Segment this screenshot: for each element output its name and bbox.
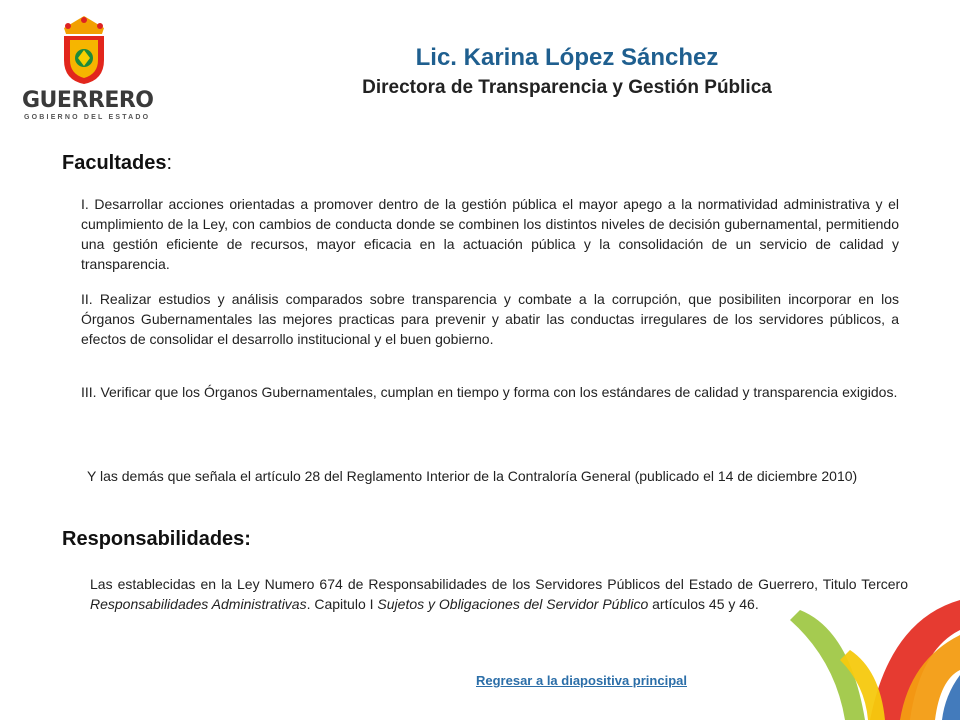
resp-text-1: Las establecidas en la Ley Numero 674 de Responsabilidades de los Servidores Públicos del Estado de Guerrero, Titulo Tercero <box>90 576 908 592</box>
page-subtitle: Directora de Transparencia y Gestión Pública <box>362 77 772 98</box>
decorative-swoosh-icon <box>760 590 960 720</box>
facultad-item-2: II. Realizar estudios y análisis comparados sobre transparencia y combate a la corrupción, que posibiliten incorporar en los Órganos Gubernamentales las mejores practicas para prevenir y abatir las conductas irregulares de los servidores públicos, a efectos de consolidar el desarrollo institucional y el buen gobierno. <box>81 291 899 347</box>
back-to-main-slide-link[interactable]: Regresar a la diapositiva principal <box>476 673 687 688</box>
resp-text-5: artículos 45 y 46. <box>648 596 759 612</box>
resp-text-3: . Capitulo I <box>306 596 378 612</box>
logo-subtitle: GOBIERNO DEL ESTADO <box>24 114 151 121</box>
facultad-item-other: Y las demás que señala el artículo 28 del Reglamento Interior de la Contraloría General (publicado el 14 de diciembre 2010) <box>87 468 858 484</box>
resp-text-italic-1: Responsabilidades Administrativas <box>90 596 307 612</box>
responsabilidades-heading: Responsabilidades: <box>62 528 251 550</box>
resp-text-italic-2: Sujetos y Obligaciones del Servidor Público <box>377 596 649 612</box>
logo-wordmark: GUERRERO <box>22 88 154 113</box>
page-title: Lic. Karina López Sánchez <box>415 44 719 71</box>
facultades-heading <box>62 152 172 175</box>
facultades-heading-text: Facultades <box>62 152 167 174</box>
facultad-item-3: III. Verificar que los Órganos Gubernamentales, cumplan en tiempo y forma con los estándares de calidad y transparencia exigidos. <box>81 384 898 400</box>
facultades-heading-colon: : <box>166 152 173 174</box>
facultad-item-1: I. Desarrollar acciones orientadas a promover dentro de la gestión pública el mayor apego a la normatividad administrativa y el cumplimiento de la Ley, con cambios de conducta donde se combinen los distintos niveles de decisión gubernamental, permitiendo una gestión eficiente de recursos, mayor eficacia en la actuación pública y la consolidación de un servicio de calidad y transparencia. <box>81 196 899 272</box>
